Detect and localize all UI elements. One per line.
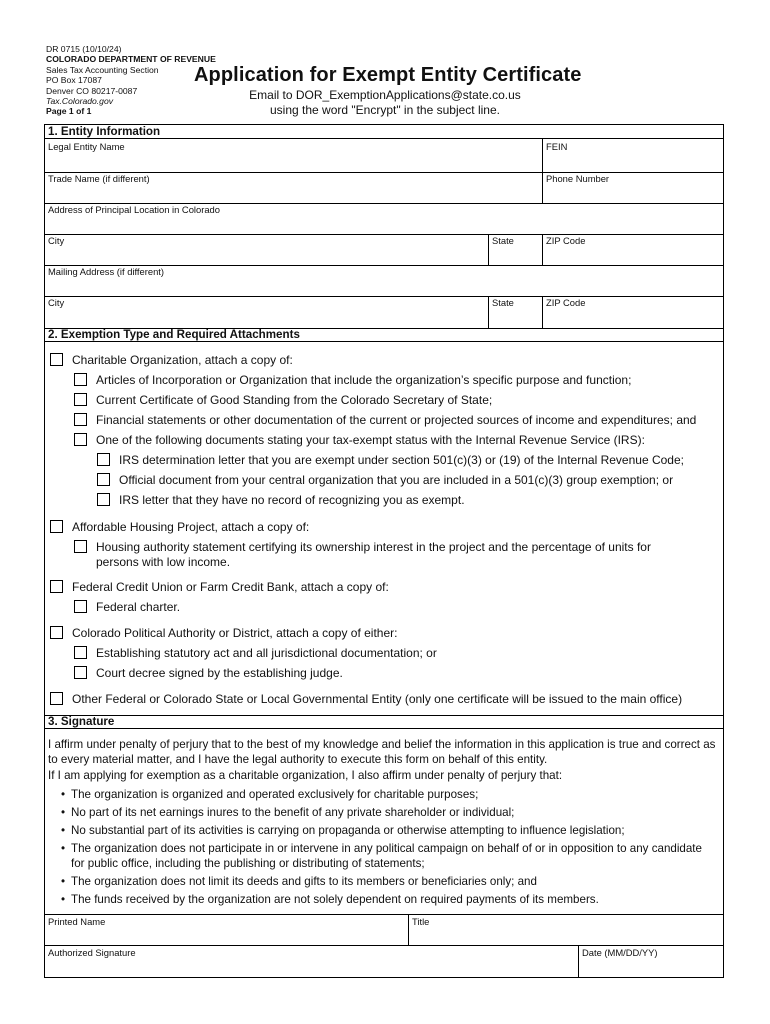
housing-statement-checkbox[interactable] bbox=[74, 540, 87, 553]
affirmation-bullets bbox=[61, 787, 705, 910]
other-gov-row bbox=[50, 692, 721, 707]
statutory-row bbox=[74, 646, 717, 661]
court-decree-row bbox=[74, 666, 717, 681]
irs-determination-row bbox=[97, 453, 719, 468]
list-item: • No part of its net earnings inures to the benefit of any private shareholder or individual; bbox=[61, 806, 515, 819]
financial-checkbox[interactable] bbox=[74, 413, 87, 426]
irs-status-checkbox[interactable] bbox=[74, 433, 87, 446]
form-number: DR 0715 (10/10/24) bbox=[46, 44, 122, 54]
list-item: • The organization does not limit its deeds and gifts to its members or beneficiaries only; and bbox=[61, 875, 537, 889]
bullet-text: The funds received by the organization are not solely dependent on required payments of its members. bbox=[71, 893, 599, 907]
form-title: Application for Exempt Entity Certificate bbox=[194, 64, 582, 86]
bullet-text: No substantial part of its activities is carrying on propaganda or otherwise attempting to influence legislation; bbox=[71, 824, 625, 837]
housing-statement-label: Housing authority statement certifying its ownership interest in the project and the percentage of units for persons with low income. bbox=[96, 540, 651, 569]
good-standing-checkbox[interactable] bbox=[74, 393, 87, 406]
articles-label: Articles of Incorporation or Organization that include the organization’s specific purpose and function; bbox=[96, 373, 632, 387]
zip-field[interactable] bbox=[543, 234, 723, 265]
irs-official-label: Official document from your central organization that you are included in a 501(c)(3) group exemption; or bbox=[119, 473, 674, 487]
irs-letter-label: IRS letter that they have no record of recognizing you as exempt. bbox=[119, 493, 465, 507]
bullet-text: The organization is organized and operated exclusively for charitable purposes; bbox=[71, 788, 479, 801]
fein-label: FEIN bbox=[546, 141, 568, 152]
website: Tax.Colorado.gov bbox=[46, 96, 114, 107]
good-standing-row bbox=[74, 393, 717, 408]
authorized-signature-field[interactable] bbox=[45, 945, 578, 978]
list-item: • The funds received by the organization are not solely dependent on required payments of its members. bbox=[61, 893, 599, 907]
title-field[interactable] bbox=[409, 914, 723, 945]
statutory-checkbox[interactable] bbox=[74, 646, 87, 659]
irs-official-row bbox=[97, 473, 719, 488]
charitable-label: Charitable Organization, attach a copy of: bbox=[72, 353, 293, 367]
phone-label: Phone Number bbox=[546, 173, 610, 184]
other-gov-checkbox[interactable] bbox=[50, 692, 63, 705]
trade-name-field[interactable] bbox=[45, 172, 542, 203]
irs-status-label: One of the following documents stating your tax-exempt status with the Internal Revenue Service (IRS): bbox=[96, 433, 645, 447]
political-checkbox[interactable] bbox=[50, 626, 63, 639]
court-decree-checkbox[interactable] bbox=[74, 666, 87, 679]
city-field[interactable] bbox=[45, 234, 488, 265]
housing-statement-row bbox=[74, 540, 674, 570]
statutory-label: Establishing statutory act and all jurisdictional documentation; or bbox=[96, 646, 437, 660]
mailing-zip-label: ZIP Code bbox=[546, 297, 586, 308]
legal-entity-name-label: Legal Entity Name bbox=[48, 141, 125, 152]
printed-name-label: Printed Name bbox=[48, 916, 106, 927]
political-row bbox=[50, 626, 717, 641]
title-label: Title bbox=[412, 916, 430, 927]
housing-row bbox=[50, 520, 717, 535]
legal-entity-name-field[interactable] bbox=[45, 139, 542, 172]
charitable-affirmation-text: If I am applying for exemption as a charitable organization, I also affirm under penalty of perjury that: bbox=[48, 769, 563, 782]
other-gov-label: Other Federal or Colorado State or Local Governmental Entity (only one certificate will be issued to the main office) bbox=[72, 692, 683, 706]
date-field[interactable] bbox=[579, 945, 723, 978]
date-label: Date (MM/DD/YY) bbox=[582, 947, 658, 958]
po-box: PO Box 17087 bbox=[46, 75, 102, 86]
financial-label: Financial statements or other documentation of the current or projected sources of income and expenditures; and bbox=[96, 413, 697, 427]
list-item: • No substantial part of its activities is carrying on propaganda or otherwise attempting to influence legislation; bbox=[61, 824, 625, 837]
charitable-row bbox=[50, 353, 717, 368]
charitable-checkbox[interactable] bbox=[50, 353, 63, 366]
section-name: Sales Tax Accounting Section bbox=[46, 64, 159, 75]
federal-charter-row bbox=[74, 600, 717, 615]
list-item: • The organization is organized and operated exclusively for charitable purposes; bbox=[61, 788, 479, 801]
section-3-heading: 3. Signature bbox=[45, 715, 723, 729]
irs-status-row bbox=[74, 433, 717, 448]
trade-name-label: Trade Name (if different) bbox=[48, 173, 150, 184]
irs-determination-checkbox[interactable] bbox=[97, 453, 110, 466]
email-line-2: using the word "Encrypt" in the subject line. bbox=[270, 103, 500, 117]
court-decree-label: Court decree signed by the establishing judge. bbox=[96, 666, 343, 680]
email-line-1: Email to DOR_ExemptionApplications@state.co.us bbox=[249, 88, 521, 102]
bullet-text: The organization does not limit its deeds and gifts to its members or beneficiaries only; and bbox=[71, 875, 537, 889]
articles-row bbox=[74, 373, 717, 388]
housing-checkbox[interactable] bbox=[50, 520, 63, 533]
irs-letter-checkbox[interactable] bbox=[97, 493, 110, 506]
political-label: Colorado Political Authority or District, attach a copy of either: bbox=[72, 626, 398, 640]
section-1-heading: 1. Entity Information bbox=[45, 125, 723, 139]
credit-union-checkbox[interactable] bbox=[50, 580, 63, 593]
mailing-address-label: Mailing Address (if different) bbox=[48, 266, 165, 277]
printed-name-field[interactable] bbox=[45, 914, 408, 945]
articles-checkbox[interactable] bbox=[74, 373, 87, 386]
city-label: City bbox=[48, 235, 65, 246]
good-standing-label: Current Certificate of Good Standing from the Colorado Secretary of State; bbox=[96, 393, 493, 407]
phone-field[interactable] bbox=[543, 172, 723, 203]
irs-determination-label: IRS determination letter that you are exempt under section 501(c)(3) or (19) of the Internal Revenue Code; bbox=[119, 453, 684, 467]
mailing-city-label: City bbox=[48, 297, 65, 308]
federal-charter-label: Federal charter. bbox=[96, 600, 181, 614]
mailing-address-field[interactable] bbox=[45, 265, 723, 296]
housing-label: Affordable Housing Project, attach a copy of: bbox=[72, 520, 310, 534]
bullet-text: No part of its net earnings inures to the benefit of any private shareholder or individual; bbox=[71, 806, 515, 819]
bullet-text: The organization does not participate in or intervene in any political campaign on behalf of or in opposition to any candidate for public office, including the publishing or distributing of statements; bbox=[71, 842, 702, 871]
authorized-signature-label: Authorized Signature bbox=[48, 947, 136, 958]
state-field[interactable] bbox=[489, 234, 542, 265]
principal-address-field[interactable] bbox=[45, 203, 723, 234]
mailing-city-field[interactable] bbox=[45, 296, 488, 328]
page-number: Page 1 of 1 bbox=[46, 106, 92, 117]
credit-union-label: Federal Credit Union or Farm Credit Bank, attach a copy of: bbox=[72, 580, 389, 594]
state-label: State bbox=[492, 235, 514, 246]
irs-letter-row bbox=[97, 493, 717, 508]
city-zip: Denver CO 80217-0087 bbox=[46, 85, 138, 96]
principal-address-label: Address of Principal Location in Colorado bbox=[48, 204, 220, 215]
section-2-heading: 2. Exemption Type and Required Attachments bbox=[45, 328, 723, 342]
financial-row bbox=[74, 413, 719, 428]
irs-official-checkbox[interactable] bbox=[97, 473, 110, 486]
department-name: COLORADO DEPARTMENT OF REVENUE bbox=[46, 54, 216, 65]
mailing-zip-field[interactable] bbox=[543, 296, 723, 328]
mailing-state-field[interactable] bbox=[489, 296, 542, 328]
zip-label: ZIP Code bbox=[546, 235, 586, 246]
email-instructions bbox=[180, 88, 590, 118]
list-item: • The organization does not participate in or intervene in any political campaign on behalf of or in opposition to any candidate for public office, including the publishing or distributing of statements; bbox=[61, 842, 702, 871]
mailing-state-label: State bbox=[492, 297, 514, 308]
fein-field[interactable] bbox=[543, 139, 723, 172]
affirmation-text: I affirm under penalty of perjury that to the best of my knowledge and belief the information in this application is true and correct as to every material matter, and I have the legal authority to execute this form on behalf of this entity. bbox=[48, 738, 716, 767]
application-form bbox=[44, 124, 724, 978]
federal-charter-checkbox[interactable] bbox=[74, 600, 87, 613]
credit-union-row bbox=[50, 580, 717, 595]
